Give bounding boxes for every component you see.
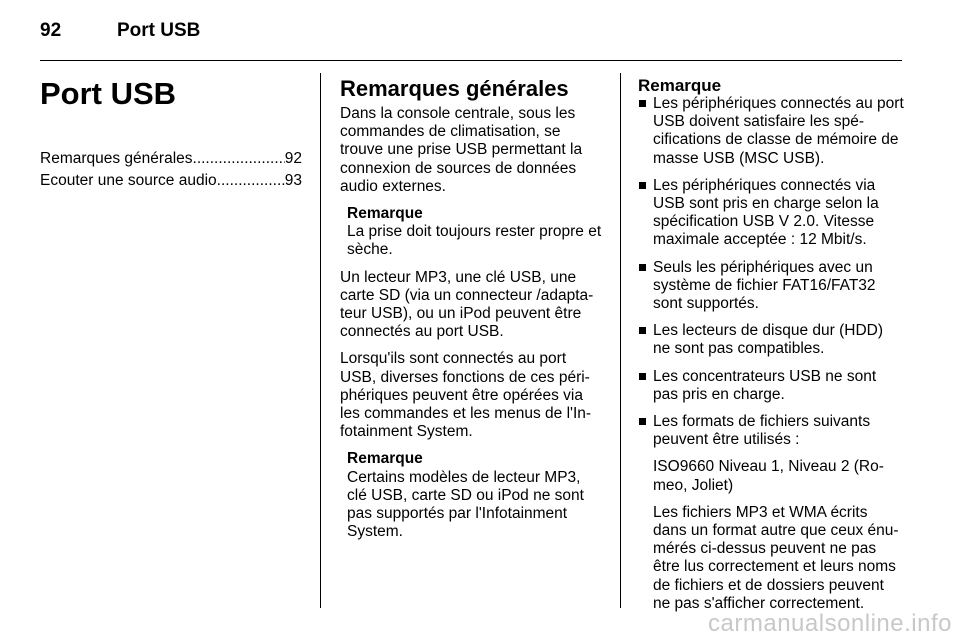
note-box [347, 205, 604, 260]
toc-entry[interactable] [40, 170, 302, 192]
section-title: Remarques générales [340, 76, 569, 101]
watermark: carmanualsonline.info [708, 610, 952, 637]
list-item-subparagraph: ISO9660 Niveau 1, Niveau 2 (Romeo, Joliet) [653, 458, 884, 494]
note-text: La prise doit toujours rester propre et sèche. [347, 223, 602, 259]
toc-leader-dots [217, 170, 285, 192]
toc-entry-page: 93 [284, 172, 302, 189]
list-item [638, 322, 904, 358]
list-item [638, 368, 904, 404]
bullet-list [638, 95, 904, 613]
list-item [638, 177, 904, 250]
toc-entry-page: 92 [284, 150, 302, 167]
remark-title: Remarque [638, 76, 722, 95]
note-title: Remarque [347, 205, 423, 223]
list-item-text: Les formats de fichiers suivants peuvent être utilisés : [653, 413, 871, 449]
list-item-text: Les périphériques connectés via USB sont pris en charge selon la spécification USB V 2.0. Vitesse maximale acceptée : 12 Mbit/s. [653, 176, 879, 249]
list-item [638, 95, 904, 168]
chapter-title: Port USB [40, 76, 177, 111]
list-item-subparagraph: Les fichiers MP3 et WMA écrits dans un format autre que ceux énumérés ci-dessus peuvent ne pas être lus correctement et leurs noms de fichiers et de dossiers peuvent ne pas s'afficher correctement. [653, 503, 899, 612]
page-number: 92 [40, 20, 62, 41]
list-item [638, 259, 904, 314]
header-rule [40, 60, 902, 61]
note-box [347, 450, 604, 541]
list-item-text: Les lecteurs de disque dur (HDD) ne sont pas compatibles. [653, 322, 884, 358]
list-item-text: Les périphériques connectés au port USB doivent satisfaire les spécifications de classe de mémoire de masse USB (MSC USB). [653, 95, 904, 167]
toc-entry[interactable] [40, 148, 302, 170]
middle-column [340, 76, 604, 550]
list-item-text: Seuls les périphériques avec un système de fichier FAT16/FAT32 sont supportés. [653, 258, 876, 313]
note-title: Remarque [347, 450, 423, 468]
left-column [40, 76, 302, 192]
toc-entry-label: Ecouter une source audio [40, 172, 217, 189]
note-text: Certains modèles de lecteur MP3, clé USB, carte SD ou iPod ne sont pas supportés par l'Infotainment System. [347, 468, 584, 541]
toc-entry-label: Remarques générales [40, 150, 193, 167]
column-divider [320, 73, 321, 608]
paragraph: Un lecteur MP3, une clé USB, une carte SD (via un connecteur /adaptateur USB), ou un iPod peuvent être connectés au port USB. [340, 268, 594, 341]
paragraph: Lorsqu'ils sont connectés au port USB, diverses fonctions de ces périphériques peuvent être opérées via les commandes et les menus de l'Infotainment System. [340, 350, 592, 441]
paragraph: Dans la console centrale, sous les commandes de climatisation, se trouve une prise USB permettant la connexion de sources de données audio externes. [340, 105, 583, 195]
column-divider [620, 73, 621, 608]
toc-leader-dots [193, 148, 285, 170]
list-item-text: Les concentrateurs USB ne sont pas pris en charge. [653, 367, 877, 403]
list-item [638, 413, 904, 613]
page-header [40, 20, 920, 50]
running-title: Port USB [117, 20, 201, 41]
table-of-contents [40, 148, 302, 192]
right-column [638, 76, 904, 622]
